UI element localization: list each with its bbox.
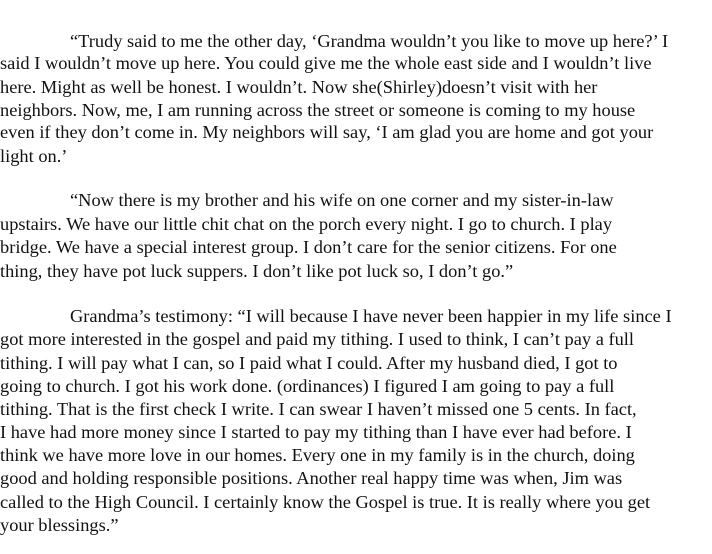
paragraph-2-line-2: upstairs. We have our little chit chat on the porch every night. I go to church. I play [0,214,613,234]
paragraph-3-line-1: Grandma’s testimony: “I will because I have never been happier in my life since I [70,306,672,326]
paragraph-2-line-3: bridge. We have a special interest group. I don’t care for the senior citizens. For one [0,237,617,257]
paragraph-1-line-6: light on.’ [0,146,68,166]
paragraph-3-line-10: your blessings.” [0,515,119,535]
paragraph-1-line-2: said I wouldn’t move up here. You could give me the whole east side and I wouldn’t live [0,53,652,73]
paragraph-1-line-4: neighbors. Now, me, I am running across the street or someone is coming to my house [0,100,636,120]
paragraph-2-line-4: thing, they have pot luck suppers. I don’t like pot luck so, I don’t go.” [0,261,514,281]
paragraph-1-line-3: here. Might as well be honest. I wouldn’t. Now she(Shirley)doesn’t visit with her [0,77,598,97]
paragraph-3-line-2: got more interested in the gospel and paid my tithing. I used to think, I can’t pay a full [0,329,635,349]
paragraph-3-line-8: good and holding responsible positions. Another real happy time was when, Jim was [0,468,623,488]
paragraph-1-line-5: even if they don’t come in. My neighbors will say, ‘I am glad you are home and got your [0,122,654,142]
paragraph-1-line-1: “Trudy said to me the other day, ‘Grandma wouldn’t you like to move up here?’ I [70,31,669,51]
paragraph-2-line-1: “Now there is my brother and his wife on one corner and my sister-in-law [70,190,614,210]
paragraph-3-line-4: going to church. I got his work done. (ordinances) I figured I am going to pay a full [0,376,615,396]
paragraph-3-line-9: called to the High Council. I certainly know the Gospel is true. It is really where you get [0,492,651,512]
paragraph-3-line-3: tithing. I will pay what I can, so I paid what I could. After my husband died, I got to [0,353,618,373]
paragraph-3-line-5: tithing. That is the first check I write. I can swear I haven’t missed one 5 cents. In fact, [0,399,637,419]
paragraph-3-line-6: I have had more money since I started to pay my tithing than I have ever had before. I [0,422,632,442]
paragraph-3-line-7: think we have more love in our homes. Every one in my family is in the church, doing [0,445,635,465]
